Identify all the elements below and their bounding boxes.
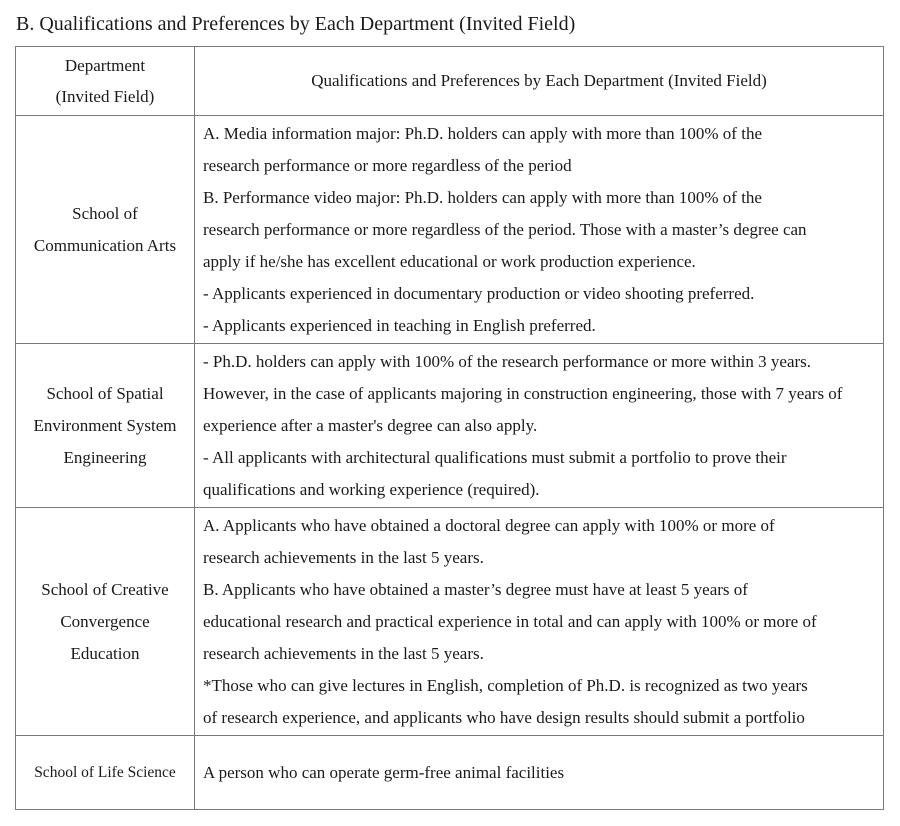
qualification-line: B. Applicants who have obtained a master’s degree must have at least 5 years of [203, 579, 748, 599]
header-department-line: Department [64, 56, 146, 75]
header-department [16, 47, 195, 116]
qualification-line: of research experience, and applicants who have design results should submit a portfolio [203, 707, 805, 727]
department-line: School of Spatial [46, 383, 164, 403]
qualification-line: research performance or more regardless of the period [203, 155, 572, 175]
qualification-line: B. Performance video major: Ph.D. holders can apply with more than 100% of the [203, 187, 762, 207]
qualification-line: experience after a master's degree can also apply. [203, 415, 538, 435]
qualification-line: - Applicants experienced in teaching in English preferred. [203, 315, 596, 335]
header-qualifications: Qualifications and Preferences by Each Department (Invited Field) [195, 47, 884, 116]
qualification-line: - Ph.D. holders can apply with 100% of the research performance or more within 3 years. [203, 351, 812, 371]
table-row [16, 736, 884, 810]
department-cell [16, 508, 195, 736]
table-header-row [16, 47, 884, 116]
department-cell [16, 116, 195, 344]
qualifications-cell [195, 736, 884, 810]
qualifications-cell [195, 508, 884, 736]
table-row [16, 116, 884, 344]
department-line: Engineering [63, 447, 147, 467]
department-line: Communication Arts [33, 235, 177, 255]
department-line: School of Life Science [34, 763, 176, 781]
department-line: Education [70, 643, 140, 663]
department-line: Convergence [60, 611, 150, 631]
qualification-line: research achievements in the last 5 years. [203, 547, 484, 567]
qualification-line: apply if he/she has excellent educational or work production experience. [203, 251, 696, 271]
qualification-line: research achievements in the last 5 years. [203, 643, 484, 663]
department-cell [16, 736, 195, 810]
header-department-line: (Invited Field) [55, 87, 155, 106]
qualifications-cell [195, 344, 884, 508]
qualification-line: qualifications and working experience (required). [203, 479, 540, 499]
qualification-line: research performance or more regardless of the period. Those with a master’s degree can [203, 219, 807, 239]
department-cell [16, 344, 195, 508]
table-row [16, 508, 884, 736]
qualification-line: - Applicants experienced in documentary production or video shooting preferred. [203, 283, 755, 303]
qualification-line: *Those who can give lectures in English, completion of Ph.D. is recognized as two years [203, 675, 808, 695]
qualification-line: A. Media information major: Ph.D. holders can apply with more than 100% of the [203, 123, 762, 143]
department-line: School of Creative [41, 579, 169, 599]
qualification-line: - All applicants with architectural qualifications must submit a portfolio to prove their [203, 447, 787, 467]
qualification-line: A. Applicants who have obtained a doctoral degree can apply with 100% or more of [203, 515, 775, 535]
qualifications-cell [195, 116, 884, 344]
table-row [16, 344, 884, 508]
page-title: B. Qualifications and Preferences by Each Department (Invited Field) [16, 13, 576, 35]
qualifications-table [15, 46, 884, 810]
department-line: Environment System [33, 415, 177, 435]
department-line: School of [72, 203, 138, 223]
qualification-line: educational research and practical experience in total and can apply with 100% or more of [203, 611, 817, 631]
qualification-line: However, in the case of applicants majoring in construction engineering, those with 7 years of [203, 383, 843, 403]
qualification-line: A person who can operate germ-free animal facilities [203, 762, 565, 782]
